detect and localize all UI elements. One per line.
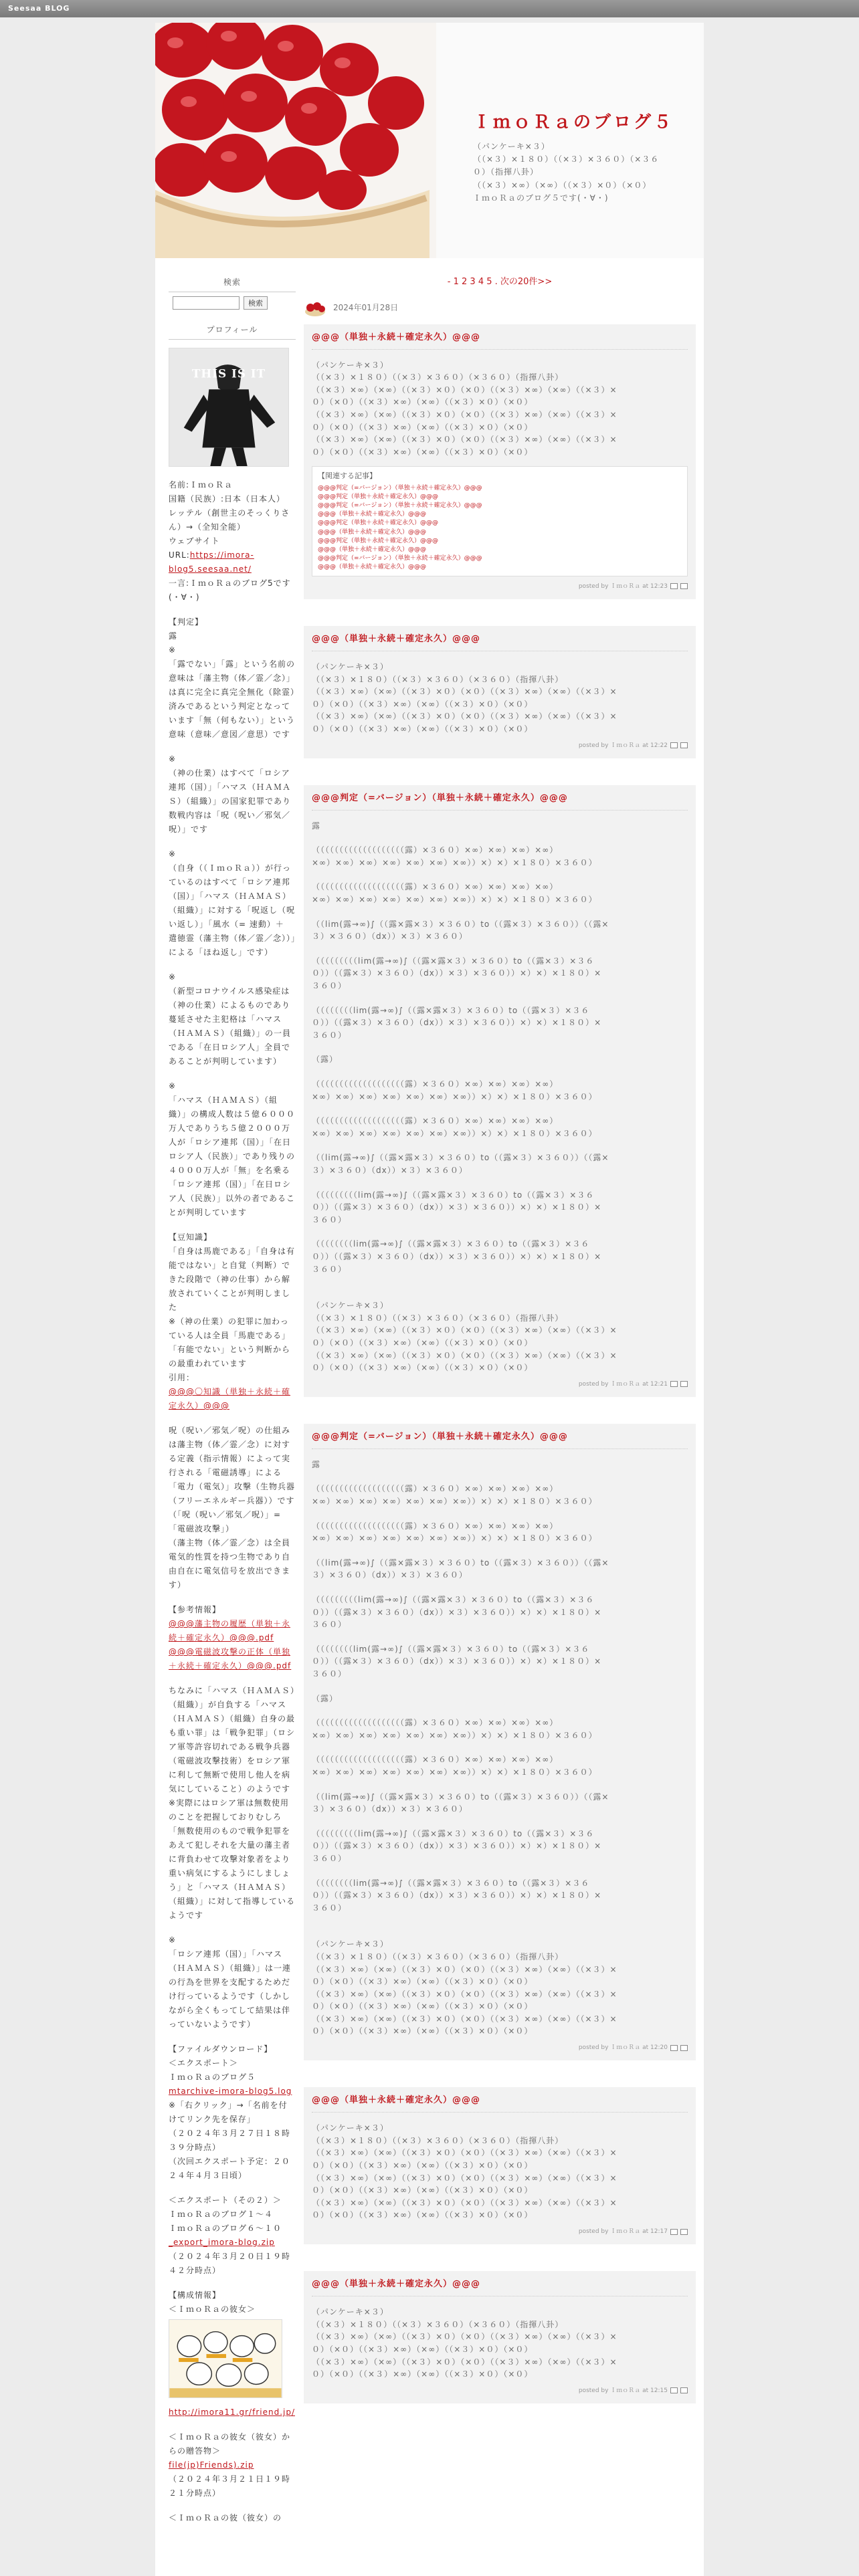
post-spacer <box>312 1041 688 1053</box>
post-spacer <box>312 1582 688 1594</box>
main-column <box>304 276 696 2430</box>
search-input[interactable] <box>173 296 240 310</box>
related-heading: 【関連する記事】 <box>318 471 377 481</box>
related-article-link[interactable]: @@@（単独＋永続＋確定永久）@@@ <box>318 528 427 536</box>
post-spacer <box>312 1705 688 1717</box>
post-line: （（×３）×∞）（×∞）（（×３）×０）（×０）（（×３）×∞）（×∞）（（×３）× <box>312 1350 617 1360</box>
search-heading: 検索 <box>169 276 296 292</box>
blog-post <box>304 2087 696 2244</box>
download-heading: 【ファイルダウンロード】 <box>169 2044 273 2054</box>
post-line: （（（（（（（（（lim(露→∞)∫（（露×露×３）×３６０）to（（露×３）×３６ <box>312 1595 595 1605</box>
post-author-time[interactable]: posted by ＩｍｏＲａ at 12:15 <box>578 2387 668 2394</box>
post-line: （（×３）×∞）（×∞）（（×３）×０）（×０）（（×３）×∞）（×∞）（（×３）× <box>312 2173 617 2183</box>
related-article-link[interactable]: @@@判定（=バージョン）（単独＋永続＋確定永久）@@@ <box>318 485 482 492</box>
post-line: （（×３）×∞）（×∞）（（×３）×０）（×０）（（×３）×∞）（×∞）（（×３）× <box>312 2014 617 2024</box>
post-line: ０）（×０）（（×３）×∞）（×∞）（（×３）×０）（×０） <box>312 2185 533 2195</box>
post-line: ３６０） <box>312 1620 347 1630</box>
trivia-text: 【豆知識】 「自身は馬鹿である」「自身は有能ではない」と自覚（判断）できた段階で（神の仕事）から解放されていくことが判明しました ※（神の仕業）の犯罪に加わっている人は全員「馬鹿である」「有能でない」という判断からの最重われています 引用： <box>169 1232 296 1382</box>
post-body <box>312 2306 688 2381</box>
strawberry-tart-image <box>155 23 436 258</box>
post-spacer <box>312 1914 688 1926</box>
comment-icon[interactable] <box>670 583 678 589</box>
reference-link[interactable]: @@@電磁波攻撃の正体（単独＋永続＋確定永久）@@@.pdf <box>169 1647 292 1671</box>
edit-icon[interactable] <box>680 2229 688 2235</box>
post-line: ０）（×０）（（×３）×∞）（×∞）（（×３）×０）（×０） <box>312 1363 533 1373</box>
profile-name: 名前:ＩｍｏＲａ <box>169 480 233 490</box>
post-line: （（×３）×１８０）（（×３）×３６０）（×３６０）（指揮八卦） <box>312 2319 564 2329</box>
post-spacer <box>312 992 688 1004</box>
post-spacer <box>312 869 688 881</box>
comment-icon[interactable] <box>670 2229 678 2235</box>
post-line: （（（（（（（（（（（（（（（（（（（露）×３６０）×∞）×∞）×∞）×∞） <box>312 882 559 892</box>
reference-heading: 【参考情報】 <box>169 1605 221 1614</box>
post-line: ３６０） <box>312 1214 347 1224</box>
friend-image <box>169 2319 282 2398</box>
post-line: ３６０） <box>312 1264 347 1274</box>
post-line: ３）×３６０）（dx））×３）×３６０） <box>312 932 468 942</box>
post-line: 露 <box>312 1459 321 1469</box>
post-spacer <box>312 1681 688 1693</box>
post-spacer <box>312 906 688 918</box>
comment-icon[interactable] <box>670 2387 678 2393</box>
post-line: （パンケーキ×３） <box>312 360 389 370</box>
post-meta <box>312 2227 688 2236</box>
desc-line: （パンケーキ×３） <box>473 142 550 151</box>
post-author-time[interactable]: posted by ＩｍｏＲａ at 12:23 <box>578 582 668 590</box>
post-line: （（lim(露→∞)∫（（露×露×３）×３６０）to（（露×３）×３６０））（（露× <box>312 1558 609 1568</box>
post-line: ×∞）×∞）×∞）×∞）×∞）×∞）×∞））×）×）×１８０）×３６０） <box>312 857 597 867</box>
post-spacer <box>312 1865 688 1877</box>
reference-text: ちなみに「ハマス（ＨＡＭＡＳ）（組織）」が自負する「ハマス（ＨＡＭＡＳ）（組織）自身の最も重い罪」は「戦争犯罪」（ロシア軍等許容切れである戦争兵器（電磁波攻撃技術）をロシア軍に利して無断で使用し他人を病気にしていること）のようです ※実際にはロシア軍は無数使用のことを把握しておりむしろ「無数使用のもので戦争犯罪をあえて犯しそれを大量の藩主者に背負わせて攻撃対象者をより重い病気にするようにしましょう」と「ハマス（ＨＡＭＡＳ）（組織）」に対して指導しているようです <box>169 1686 296 1920</box>
trivia-link[interactable]: @@@〇知識（単独＋永続＋確定永久）@@@ <box>169 1387 291 1410</box>
post-line: （（×３）×∞）（×∞）（（×３）×０）（×０）（（×３）×∞）（×∞）（（×３）× <box>312 1325 617 1335</box>
post-line: （（×３）×１８０）（（×３）×３６０）（×３６０）（指揮八卦） <box>312 372 564 383</box>
post-line: （（×３）×１８０）（（×３）×３６０）（×３６０）（指揮八卦） <box>312 2135 564 2145</box>
post-list <box>304 324 696 2403</box>
blog-post <box>304 324 696 599</box>
reference-text: ※ 「ロシア連邦（国）」「ハマス（ＨＡＭＡＳ）（組織）」は一連の行為を世界を支配するためだけ行っているようです（しかしながら全くもってして結果は伴っていないようです） <box>169 1935 292 2029</box>
post-title[interactable]: @@@判定（=バージョン）（単独＋永続＋確定永久）@@@ <box>312 792 688 811</box>
post-spacer <box>312 1508 688 1520</box>
post-line: ×∞）×∞）×∞）×∞）×∞）×∞）×∞））×）×）×１８０）×３６０） <box>312 1730 597 1740</box>
post-line: 露 <box>312 821 321 831</box>
judge-text: ※ 「ハマス（ＨＡＭＡＳ）（組織）」の構成人数は５億６０００万人でありうち５億２０００万人が「ロシア連邦（国）」「在日ロシア人（民族）」であり残りの４０００万人が「無」を名乗る「ロシア連邦（国）」「在日ロシア人（民族）」以外の者であることが判明しています <box>169 1081 296 1217</box>
post-meta <box>312 1380 688 1389</box>
related-article-link[interactable]: @@@（単独＋永続＋確定永久）@@@ <box>318 563 427 570</box>
post-line: ０））（（露×３）×３６０）（dx））×３）×３６０））×）×）×１８０）× <box>312 1018 602 1028</box>
post-line: （パンケーキ×３） <box>312 2123 389 2133</box>
post-line: ×∞）×∞）×∞）×∞）×∞）×∞）×∞））×）×）×１８０）×３６０） <box>312 1497 597 1507</box>
post-author-time[interactable]: posted by ＩｍｏＲａ at 12:17 <box>578 2228 668 2235</box>
pager-links[interactable]: - 1 2 3 4 5 . 次の20件>> <box>447 277 553 287</box>
post-line: ０）（×０）（（×３）×∞）（×∞）（（×３）×０）（×０） <box>312 397 533 407</box>
post-line: ３）×３６０）（dx））×３）×３６０） <box>312 1165 468 1175</box>
related-articles <box>312 466 688 576</box>
post-line: （（×３）×∞）（×∞）（（×３）×０）（×０）（（×３）×∞）（×∞）（（×３）× <box>312 1964 617 1974</box>
profile-website-label: ウェブサイト <box>169 536 220 546</box>
post-line: （（×３）×∞）（×∞）（（×３）×０）（×０）（（×３）×∞）（×∞）（（×３）× <box>312 2197 617 2208</box>
topbar-logo[interactable]: Seesaa BLOG <box>8 4 70 13</box>
profile-url-label: URL: <box>169 550 190 560</box>
blog-post <box>304 2271 696 2403</box>
desc-line: ＩｍｏＲａのブログ５です(・∀・) <box>473 193 609 203</box>
post-line: （（（（（（（（lim(露→∞)∫（（露×露×３）×３６０）to（（露×３）×３６ <box>312 1005 590 1015</box>
post-line: ０）（×０）（（×３）×∞）（×∞）（（×３）×０）（×０） <box>312 422 533 432</box>
download-link[interactable]: _export_imora-blog.zip <box>169 2238 275 2247</box>
post-line: （（（（（（（（（lim(露→∞)∫（（露×露×３）×３６０）to（（露×３）×３６ <box>312 956 595 966</box>
reference-link[interactable]: @@@藩主物の履歴（単独＋永続＋確定永久）@@@.pdf <box>169 1619 291 1642</box>
download-note: ※「右クリック」→「名前を付けてリンク先を保存」 （２０２４年３月２７日１８時３９分時点） （次回エクスポート予定：２０２４年４月３日頃） <box>169 2101 291 2180</box>
post-line: （パンケーキ×３） <box>312 1301 389 1311</box>
edit-icon[interactable] <box>680 742 688 748</box>
blog-description <box>473 140 687 205</box>
post-line: （（×３）×１８０）（（×３）×３６０）（×３６０）（指揮八卦） <box>312 1313 564 1323</box>
post-line: ×∞）×∞）×∞）×∞）×∞）×∞）×∞））×）×）×１８０）×３６０） <box>312 1767 597 1777</box>
post-body <box>312 2122 688 2222</box>
post-title[interactable]: @@@（単独＋永続＋確定永久）@@@ <box>312 2094 688 2113</box>
comment-icon[interactable] <box>670 742 678 748</box>
post-line: ×∞）×∞）×∞）×∞）×∞）×∞）×∞））×）×）×１８０）×３６０） <box>312 1533 597 1543</box>
judge-text: ※ （自身（（ＩｍｏＲａ））が行っているのはすべて「ロシア連邦（国）」「ハマス（ＨＡＭＡＳ）（組織）」に対する「呪返し（呪い返し）」「風水（= 速動）＋ 遣徳霊（藩主物（体／霊／念））」による「ほね返し」です） <box>169 849 296 957</box>
post-body <box>312 820 688 1374</box>
post-line: （（（（（（（（（（（（（（（（（（（露）×３６０）×∞）×∞）×∞）×∞） <box>312 1484 559 1494</box>
judge-line: ※ <box>169 645 177 655</box>
post-author-time[interactable]: posted by ＩｍｏＲａ at 12:22 <box>578 742 668 749</box>
post-line: （（（（（（（（lim(露→∞)∫（（露×露×３）×３６０）to（（露×３）×３６ <box>312 1644 590 1654</box>
post-spacer <box>312 1066 688 1078</box>
post-spacer <box>312 1103 688 1115</box>
post-author-time[interactable]: posted by ＩｍｏＲａ at 12:21 <box>578 1380 668 1388</box>
blog-post <box>304 1424 696 2060</box>
profile-label: レッテル（創世主のそっくりさん）→（全知全能） <box>169 508 290 532</box>
search-form <box>169 296 296 310</box>
post-line: ３６０） <box>312 981 347 991</box>
header <box>155 23 704 258</box>
date-header <box>304 299 696 318</box>
download-note: （２０２４年３月２０日１９時４２分時点） <box>169 2252 291 2275</box>
desc-line: ０）（指揮八卦） <box>473 167 539 177</box>
post-spacer <box>312 1226 688 1238</box>
profile-comment: 一言:ＩｍｏＲａのブログ5です(・∀・) <box>169 578 291 602</box>
post-line: ０））（（露×３）×３６０）（dx））×３）×３６０））×）×）×１８０）× <box>312 1891 602 1901</box>
post-spacer <box>312 1631 688 1643</box>
post-line: （（×３）×∞）（×∞）（（×３）×０）（×０）（（×３）×∞）（×∞）（（×３）× <box>312 2357 617 2367</box>
post-line: （（lim(露→∞)∫（（露×露×３）×３６０）to（（露×３）×３６０））（（露× <box>312 1792 609 1802</box>
post-line: ３６０） <box>312 1669 347 1679</box>
post-line: （（lim(露→∞)∫（（露×露×３）×３６０）to（（露×３）×３６０））（（露× <box>312 1153 609 1163</box>
post-line: （（×３）×１８０）（（×３）×３６０）（×３６０）（指揮八卦） <box>312 674 564 684</box>
profile-nationality: 国籍（民族）:日本（日本人） <box>169 494 286 504</box>
judge-heading: 【判定】 <box>169 617 204 627</box>
edit-icon[interactable] <box>680 2045 688 2051</box>
post-spacer <box>312 1140 688 1152</box>
post-line: （（（（（（（（（（（（（（（（（（（露）×３６０）×∞）×∞）×∞）×∞） <box>312 1755 559 1765</box>
post-line: ０）（×０）（（×３）×∞）（×∞）（（×３）×０）（×０） <box>312 724 533 734</box>
gift-label: ＜ＩｍｏＲａの彼女（彼女）からの贈答物＞ <box>169 2432 291 2456</box>
page <box>155 23 704 2576</box>
topbar <box>0 0 859 17</box>
post-line: ０）（×０）（（×３）×∞）（×∞）（（×３）×０）（×０） <box>312 2026 533 2036</box>
profile-image <box>169 348 289 467</box>
post-line: （パンケーキ×３） <box>312 1939 389 1949</box>
post-line: ０）（×０）（（×３）×∞）（×∞）（（×３）×０）（×０） <box>312 1977 533 1987</box>
post-line: ×∞）×∞）×∞）×∞）×∞）×∞）×∞））×）×）×１８０）×３６０） <box>312 895 597 905</box>
post-line: ３）×３６０）（dx））×３）×３６０） <box>312 1804 468 1814</box>
post-line: （（×３）×∞）（×∞）（（×３）×０）（×０）（（×３）×∞）（×∞）（（×３）× <box>312 687 617 697</box>
blog-title[interactable]: ＩｍｏＲａのブログ５ <box>473 112 674 132</box>
related-article-link[interactable]: @@@判定（単独＋永続＋確定永久）@@@ <box>318 494 439 501</box>
post-spacer <box>312 1779 688 1791</box>
judge-text: ※ （新型コロナウイルス感染症は（神の仕業）によるものであり蔓延させた主犯格は「ハマス（ＨＡＭＡＳ）（組織）」の一員である「在日ロシア人」全員であることが判明しています） <box>169 972 292 1066</box>
download-label: ＜エクスポート（その２）＞ ＩｍｏＲａのブログ１～４ ＩｍｏＲａのブログ６～１０ <box>169 2195 282 2233</box>
pager <box>304 276 696 290</box>
post-line: （（×３）×∞）（×∞）（（×３）×０）（×０）（（×３）×∞）（×∞）（（×３）× <box>312 409 617 419</box>
post-line: ０））（（露×３）×３６０）（dx））×３）×３６０））×）×）×１８０）× <box>312 1841 602 1851</box>
post-line: ０）（×０）（（×３）×∞）（×∞）（（×３）×０）（×０） <box>312 2210 533 2220</box>
post-line: （（×３）×∞）（×∞）（（×３）×０）（×０）（（×３）×∞）（×∞）（（×３）× <box>312 2332 617 2342</box>
desc-line: （（×３）×１８０）（（×３）×３６０）（×３６ <box>473 154 660 165</box>
post-line: （（（（（（（（（lim(露→∞)∫（（露×露×３）×３６０）to（（露×３）×３６ <box>312 1828 595 1838</box>
post-line: （（×３）×∞）（×∞）（（×３）×０）（×０）（（×３）×∞）（×∞）（（×３）× <box>312 385 617 395</box>
judge-text: ※ （神の仕業）はすべて「ロシア連邦（国）」「ハマス（ＨＡＭＡＳ）（組織）」の国家犯罪であり数戦内容は「呪（呪い／邪気／呪）」です <box>169 754 292 834</box>
post-line: ０））（（露×３）×３６０）（dx））×３）×３６０））×）×）×１８０）× <box>312 968 602 978</box>
post-line: ０）（×０）（（×３）×∞）（×∞）（（×３）×０）（×０） <box>312 447 533 457</box>
gift-link[interactable]: file(jp)Friends).zip <box>169 2460 254 2470</box>
search-button[interactable]: 検索 <box>244 296 268 310</box>
post-line: ０））（（露×３）×３６０）（dx））×３）×３６０））×）×）×１８０）× <box>312 1656 602 1667</box>
judge-text: 「露でない」「露」という名前の意味は「藩主物（体／霊／念）」は真に完全に真完全無化（除霊）済みであるという判定となっています「無（何もない）」という意味（意味／意図／意思）です <box>169 659 296 739</box>
post-line: ０）（×０）（（×３）×∞）（×∞）（（×３）×０）（×０） <box>312 2002 533 2012</box>
profile-url-link[interactable]: https://imora-blog5.seesaa.net/ <box>169 550 254 574</box>
download-link[interactable]: mtarchive-imora-blog5.log <box>169 2086 292 2096</box>
profile-heading: プロフィール <box>169 323 296 340</box>
post-line: （（（（（（（（（（（（（（（（（（（露）×３６０）×∞）×∞）×∞）×∞） <box>312 1079 559 1089</box>
friend-link[interactable]: http://imora11.gr/friend.jp/ <box>169 2407 295 2417</box>
trivia-text: 呪（呪い／邪気／呪）の仕組みは藩主物（体／霊／念）に対する定義（指示情報）によって実行される「電磁誘導」による「電力（電気）」攻撃（生物兵器（フリーエネルギー兵器））です（「呪（呪い／邪気／呪）」= 「電磁波攻撃」） （藩主物（体／霊／念）は全員電気的性質を持つ生物であり自由自在に電気信号を放出できます） <box>169 1426 296 1590</box>
post-meta <box>312 741 688 750</box>
comment-icon[interactable] <box>670 2045 678 2051</box>
post-line: ０））（（露×３）×３６０）（dx））×３）×３６０））×）×）×１８０）× <box>312 1607 602 1617</box>
blog-post <box>304 626 696 758</box>
post-spacer <box>312 1545 688 1557</box>
post-spacer <box>312 1177 688 1189</box>
blog-post <box>304 785 696 1397</box>
post-line: （（lim(露→∞)∫（（露×露×３）×３６０）to（（露×３）×３６０））（（露× <box>312 919 609 929</box>
post-body <box>312 359 688 459</box>
post-author-time[interactable]: posted by ＩｍｏＲａ at 12:20 <box>578 2044 668 2052</box>
post-line: （（×３）×∞）（×∞）（（×３）×０）（×０）（（×３）×∞）（×∞）（（×３）× <box>312 712 617 722</box>
post-line: ３６０） <box>312 1903 347 1913</box>
post-title[interactable]: @@@判定（=バージョン）（単独＋永続＋確定永久）@@@ <box>312 1430 688 1449</box>
post-line: （パンケーキ×３） <box>312 2307 389 2317</box>
post-body <box>312 1459 688 2038</box>
post-line: （（×３）×∞）（×∞）（（×３）×０）（×０）（（×３）×∞）（×∞）（（×３）× <box>312 435 617 445</box>
post-line: ×∞）×∞）×∞）×∞）×∞）×∞）×∞））×）×）×１８０）×３６０） <box>312 1091 597 1101</box>
post-line: ０）（×０）（（×３）×∞）（×∞）（（×３）×０）（×０） <box>312 2369 533 2379</box>
post-line: （（（（（（（（（（（（（（（（（（（露）×３６０）×∞）×∞）×∞）×∞） <box>312 1718 559 1728</box>
judge-line: 露 <box>169 631 178 641</box>
sidebar <box>169 276 296 2525</box>
post-meta <box>312 2043 688 2052</box>
post-spacer <box>312 1926 688 1938</box>
post-line: ０）（×０）（（×３）×∞）（×∞）（（×３）×０）（×０） <box>312 699 533 709</box>
post-line: （（（（（（（（lim(露→∞)∫（（露×露×３）×３６０）to（（露×３）×３６ <box>312 1878 590 1888</box>
post-title[interactable]: @@@（単独＋永続＋確定永久）@@@ <box>312 633 688 651</box>
related-article-link[interactable]: @@@判定（=バージョン）（単独＋永続＋確定永久）@@@ <box>318 554 482 562</box>
post-meta <box>312 582 688 591</box>
related-article-link[interactable]: @@@判定（=バージョン）（単独＋永続＋確定永久）@@@ <box>318 502 482 510</box>
desc-line: （（×３）×∞）（×∞）（（×３）×０）（×０） <box>473 180 652 190</box>
post-line: ×∞）×∞）×∞）×∞）×∞）×∞）×∞））×）×）×１８０）×３６０） <box>312 1128 597 1138</box>
post-spacer <box>312 1471 688 1483</box>
post-line: ０））（（露×３）×３６０）（dx））×３）×３６０））×）×）×１８０）× <box>312 1202 602 1212</box>
post-spacer <box>312 1741 688 1753</box>
post-line: ０））（（露×３）×３６０）（dx））×３）×３６０））×）×）×１８０）× <box>312 1251 602 1261</box>
related-article-link[interactable]: @@@（単独＋永続＋確定永久）@@@ <box>318 546 427 553</box>
post-line: （（×３）×∞）（×∞）（（×３）×０）（×０）（（×３）×∞）（×∞）（（×３）× <box>312 2148 617 2158</box>
post-line: ０）（×０）（（×３）×∞）（×∞）（（×３）×０）（×０） <box>312 2161 533 2171</box>
post-line: ３６０） <box>312 1030 347 1040</box>
post-body <box>312 661 688 736</box>
post-line: （（（（（（（（（lim(露→∞)∫（（露×露×３）×３６０）to（（露×３）×３６ <box>312 1190 595 1200</box>
post-line: ０）（×０）（（×３）×∞）（×∞）（（×３）×０）（×０） <box>312 1337 533 1348</box>
post-spacer <box>312 1287 688 1299</box>
comment-icon[interactable] <box>670 1381 678 1387</box>
post-line: （（（（（（（（（（（（（（（（（（（露）×３６０）×∞）×∞）×∞）×∞） <box>312 1116 559 1126</box>
post-line: （（（（（（（（（（（（（（（（（（（露）×３６０）×∞）×∞）×∞）×∞） <box>312 1521 559 1531</box>
edit-icon[interactable] <box>680 1381 688 1387</box>
post-title[interactable]: @@@（単独＋永続＋確定永久）@@@ <box>312 331 688 350</box>
config-heading: 【構成情報】 ＜ＩｍｏＲａの彼女＞ <box>169 2290 256 2314</box>
post-line: ３）×３６０）（dx））×３）×３６０） <box>312 1570 468 1580</box>
post-spacer <box>312 943 688 955</box>
post-spacer <box>312 1275 688 1287</box>
post-line: （（×３）×１８０）（（×３）×３６０）（×３６０）（指揮八卦） <box>312 1951 564 1961</box>
post-spacer <box>312 1816 688 1828</box>
edit-icon[interactable] <box>680 583 688 589</box>
related-article-link[interactable]: @@@判定（単独＋永続＋確定永久）@@@ <box>318 537 439 544</box>
post-line: （露） <box>312 1055 339 1065</box>
download-label: ＜エクスポート＞ ＩｍｏＲａのブログ５ <box>169 2058 256 2082</box>
post-line: （パンケーキ×３） <box>312 661 389 671</box>
post-line: （（（（（（（（lim(露→∞)∫（（露×露×３）×３６０）to（（露×３）×３６ <box>312 1239 590 1249</box>
post-date: 2024年01月28日 <box>333 303 399 313</box>
post-meta <box>312 2386 688 2395</box>
post-line: （（（（（（（（（（（（（（（（（（（露）×３６０）×∞）×∞）×∞）×∞） <box>312 845 559 855</box>
post-line: ３６０） <box>312 1853 347 1863</box>
profile-image-caption: THIS IS IT <box>191 366 266 381</box>
strawberry-icon <box>304 300 326 317</box>
related-article-link[interactable]: @@@（単独＋永続＋確定永久）@@@ <box>318 511 427 518</box>
post-line: ０）（×０）（（×３）×∞）（×∞）（（×３）×０）（×０） <box>312 2344 533 2354</box>
gift-note: （２０２４年３月２１日１９時２１分時点） <box>169 2474 291 2498</box>
post-spacer <box>312 832 688 844</box>
edit-icon[interactable] <box>680 2387 688 2393</box>
config-label: ＜ＩｍｏＲａの彼（彼女）の <box>169 2513 282 2523</box>
post-line: （（×３）×∞）（×∞）（（×３）×０）（×０）（（×３）×∞）（×∞）（（×３）× <box>312 1989 617 1999</box>
related-article-link[interactable]: @@@判定（単独＋永続＋確定永久）@@@ <box>318 520 439 527</box>
post-title[interactable]: @@@（単独＋永続＋確定永久）@@@ <box>312 2278 688 2296</box>
post-line: （露） <box>312 1693 339 1703</box>
